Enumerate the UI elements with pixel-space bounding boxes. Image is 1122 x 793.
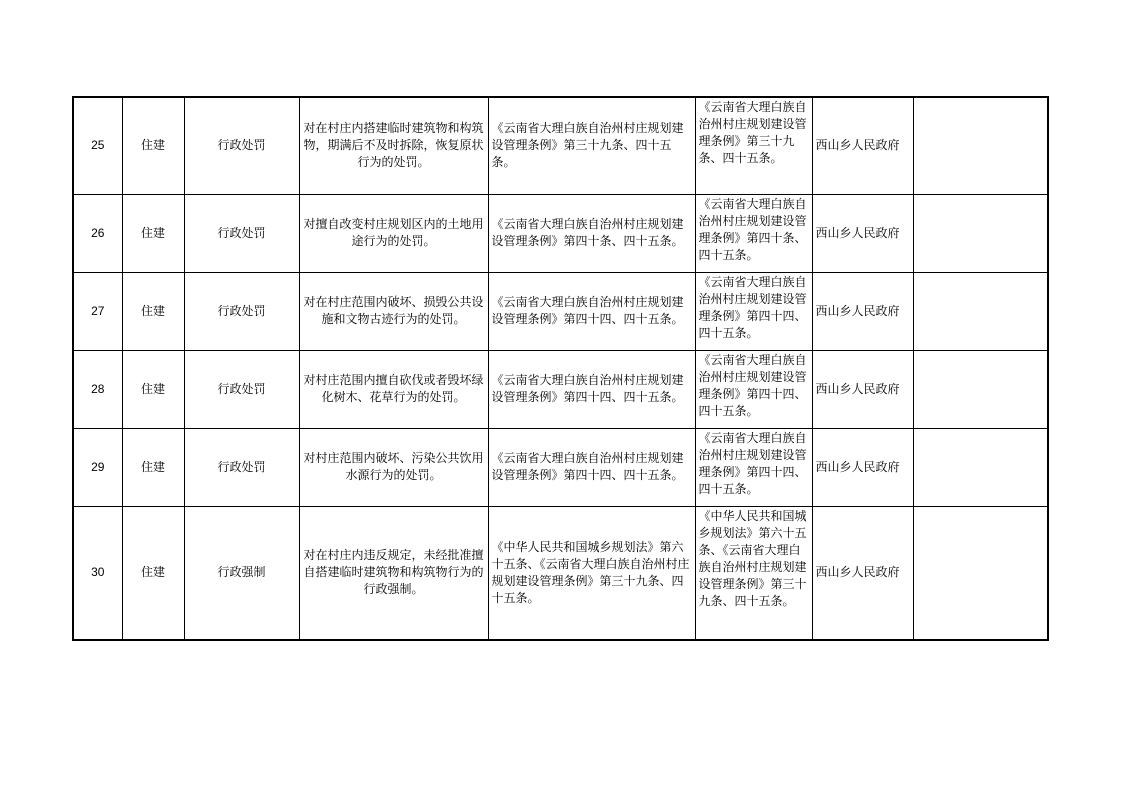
note-cell [913,272,1048,350]
power-type-cell: 行政处罚 [184,350,299,428]
table-row [73,350,1048,428]
table-row [73,506,1048,640]
legal-basis-cell: 《云南省大理白族自治州村庄规划建设管理条例》第四十条、四十五条。 [488,194,695,272]
responsible-org-cell: 西山乡人民政府 [812,194,913,272]
responsible-org-cell: 西山乡人民政府 [812,506,913,640]
note-cell [913,350,1048,428]
item-cell: 对在村庄范围内破坏、损毁公共设施和文物古迹行为的处罚。 [299,272,488,350]
power-type-cell: 行政处罚 [184,194,299,272]
power-type-cell: 行政强制 [184,506,299,640]
legal-basis-cell: 《云南省大理白族自治州村庄规划建设管理条例》第四十四、四十五条。 [488,350,695,428]
legal-basis-cell: 《云南省大理白族自治州村庄规划建设管理条例》第四十四、四十五条。 [488,428,695,506]
table-row [73,428,1048,506]
category-cell: 住建 [122,194,184,272]
category-cell: 住建 [122,272,184,350]
category-cell: 住建 [122,506,184,640]
item-cell: 对村庄范围内擅自砍伐或者毁坏绿化树木、花草行为的处罚。 [299,350,488,428]
legal-basis-repeat-cell: 《云南省大理白族自治州村庄规划建设管理条例》第三十九条、四十五条。 [695,97,812,194]
note-cell [913,428,1048,506]
row-number: 25 [73,97,122,194]
legal-basis-repeat-cell: 《云南省大理白族自治州村庄规划建设管理条例》第四十四、四十五条。 [695,428,812,506]
category-cell: 住建 [122,428,184,506]
table-row [73,194,1048,272]
row-number: 28 [73,350,122,428]
category-cell: 住建 [122,350,184,428]
table-row [73,97,1048,194]
legal-basis-repeat-cell: 《云南省大理白族自治州村庄规划建设管理条例》第四十四、四十五条。 [695,350,812,428]
table-row [73,272,1048,350]
category-cell: 住建 [122,97,184,194]
legal-basis-repeat-cell: 《云南省大理白族自治州村庄规划建设管理条例》第四十四、四十五条。 [695,272,812,350]
legal-basis-cell: 《中华人民共和国城乡规划法》第六十五条、《云南省大理白族自治州村庄规划建设管理条例》第三十九条、四十五条。 [488,506,695,640]
power-type-cell: 行政处罚 [184,272,299,350]
item-cell: 对在村庄内违反规定，未经批准擅自搭建临时建筑物和构筑物行为的行政强制。 [299,506,488,640]
legal-basis-cell: 《云南省大理白族自治州村庄规划建设管理条例》第三十九条、四十五条。 [488,97,695,194]
power-list-table [72,96,1049,641]
legal-basis-cell: 《云南省大理白族自治州村庄规划建设管理条例》第四十四、四十五条。 [488,272,695,350]
row-number: 29 [73,428,122,506]
responsible-org-cell: 西山乡人民政府 [812,350,913,428]
legal-basis-repeat-cell: 《中华人民共和国城乡规划法》第六十五条、《云南省大理白族自治州村庄规划建设管理条例》第三十九条、四十五条。 [695,506,812,640]
item-cell: 对在村庄内搭建临时建筑物和构筑物，期满后不及时拆除，恢复原状行为的处罚。 [299,97,488,194]
note-cell [913,194,1048,272]
legal-basis-repeat-cell: 《云南省大理白族自治州村庄规划建设管理条例》第四十条、四十五条。 [695,194,812,272]
responsible-org-cell: 西山乡人民政府 [812,272,913,350]
row-number: 30 [73,506,122,640]
row-number: 26 [73,194,122,272]
responsible-org-cell: 西山乡人民政府 [812,428,913,506]
responsible-org-cell: 西山乡人民政府 [812,97,913,194]
row-number: 27 [73,272,122,350]
power-type-cell: 行政处罚 [184,97,299,194]
item-cell: 对村庄范围内破坏、污染公共饮用水源行为的处罚。 [299,428,488,506]
item-cell: 对擅自改变村庄规划区内的土地用途行为的处罚。 [299,194,488,272]
power-type-cell: 行政处罚 [184,428,299,506]
note-cell [913,506,1048,640]
note-cell [913,97,1048,194]
